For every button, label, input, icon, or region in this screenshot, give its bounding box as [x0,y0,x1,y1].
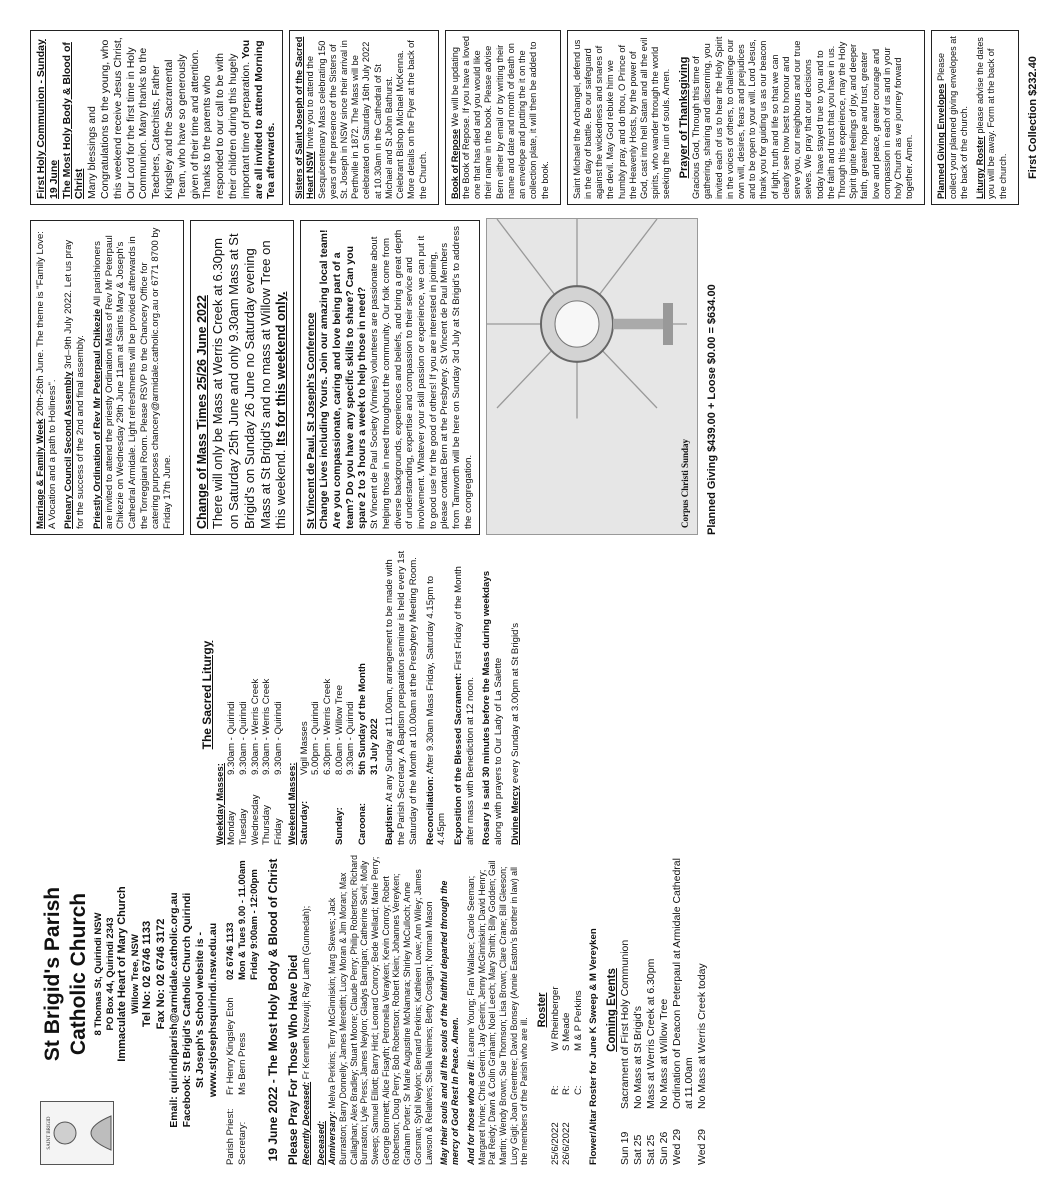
corpus-christi-image [486,218,698,535]
event-item: Sun 19 Sacrament of First Holy Communion [619,939,632,1165]
svdp-heading: St Vincent de Paul, St Joseph's Conference [305,312,318,529]
right-column [30,30,1039,205]
svg-text:SAINT BRIGID: SAINT BRIGID [47,1116,52,1150]
secretary-name: Ms Bern Press [236,1032,248,1095]
priest-name: Fr Henry Kingsley Etoh [225,997,237,1095]
school-label: St Joseph's School website is - [193,932,206,1088]
caroona-masses: Caroona: 5th Sunday of the Month 31 July 2022 [357,663,380,845]
event-item: Wed 29 Ordination of Deacon Peterpaul at Armidale Cathedral at 11.00am [670,858,696,1165]
recently-deceased: Recently Deceased: Fr Kenneth Nzewuji; Ray Lamb (Gunnedah); [300,905,311,1165]
deceased-list: Deceased: Anniversary: Melva Perkins; Terry McGinniskin; Marg Skewes; Jack Burraston; Barry Donnelly; James Meredith; Lucy Moran & Jim Moran; Max Callaghan; Alex Bradley; Stuart Moore; Claude Perry; Philip Robertson; Richard Burraston; Lyle Press; James Neylon; Gladys Barnigan; Catherine Sevil; Molly Sweep; Samuel Elliott; Barry Hird; Leonard Conroy; Bede Wellard; Marie Perry; George Bonnett; Alice Fisayth; Petronella Verayken; Kevin Conroy; Robert Robertson; Doug Perry; Bob Robertson; Robert Klein; Johannes Vereyken; Graham Porter; Sr Marie Augustine McNamara; Shirley McCulloch; Anne Gorsman; Sybil Neylon; Bernard Perkins; Kathleen Lowe; Ann Wiley; James Lawson & Relatives; Stella Neimes; Betty Costigan; Norman Mason [316,855,434,1165]
ordination-notice: Priestly Ordination of Rev Mr Peterpaul Chikezie All parishioners are invited to attend the priestly Ordination Mass of Rev Mr Peterpaul Chikezie on Wednesday 29th June 11am at Saints Mary & Joseph's Cathedral Armidale. Light refreshments will be provided afterwards in the Torreggiani Room. Please RSVP to the Chancery Office for catering purposes chancery@armidale.catholic.org.au or 6771 8700 by Friday 17th June. [91,227,174,529]
sisters-box [289,30,439,205]
second-church-location: Willow Tree, NSW [129,934,141,1014]
roster-row: 26/6/2022 R: S Meade [561,1012,573,1165]
events-heading: Coming Events [606,968,619,1052]
office-hours-2: Friday 9:00am - 12:00pm [248,869,260,980]
weekday-mass-row: Wednesday 9.30am - Werris Creek [249,678,261,845]
baptism-info: Baptism: At any Sunday at 11.00am, arrangement to be made with the Parish Secretary. A Baptism preparation seminar is held every 1st Saturday of the Month at 10.00am at the Presbytery Meeting Room. [384,550,419,845]
sunday-masses: Sunday: 8.00am - Willow Tree 9.30am - Quirindi [333,684,357,845]
rest-in-peace-prayer: May their souls and all the souls of the faithful departed through the mercy of God Rest In Peace. Amen. [439,880,461,1165]
staff-block [225,855,260,1165]
svdp-callout: Change Lives including Yours. Join our amazing local team! Are you compassionate, caring and love being part of a team? Do you have any specific skills to share? Can you spare 2 to 3 hours a week to help those in need? [318,229,369,529]
priest-phone: 02 6746 1133 [225,922,237,980]
roster-heading: Roster [536,992,549,1028]
weekday-masses-heading: Weekday Masses: [214,763,226,845]
plenary-council: Plenary Council Second Assembly 3rd–9th July 2022. Let us pray for the success of the 2nd and final assembly. [63,239,87,529]
liturgy-roster-notice: Liturgy Roster please advise the dates you will be away. Form at the back of the church. [975,37,1008,199]
school-website-link[interactable]: www.stjosephsquirindi.nsw.edu.au [206,922,219,1098]
fhc-heading-1: First Holy Communion - Sunday 19 June [35,39,60,199]
saturday-masses: Saturday: Vigil Masses 5.00pm - Quirindi 6.30pm - Werris Creek [298,678,333,845]
first-collection-total: First Collection $232.40 [1026,56,1039,179]
thanksgiving-heading: Prayer of Thanksgiving [677,56,690,179]
repose-notice: Book of Repose We will be updating the Book of Repose. If you have a loved one that has died and you would like their name in the book. Please advise Bern either by email or by writing their name and date and month of death on an envelope and putting the it on the collection plate, it will then be added to the book. [449,36,550,199]
fhc-heading-2: The Most Holy Body & Blood of Christ [60,42,86,199]
divine-mercy-info: Divine Mercy every Sunday at 3.00pm at St Brigid's [509,622,521,845]
roster-section [536,855,599,1165]
thanksgiving-prayer: Gracious God, Through this time of gathering, sharing and discerning, you invited each of us to hear the Holy Spirit in the voices of others, to challenge our own will, desires, fears and prejudices and to be open to your will. Lord Jesus, thank you for guiding us as our beacon of light, truth and life so that we can clearly see how best to honour and serve you, our neighbours and our true selves. We pray that our decisions today have stayed true to you and to the faith and trust that you have in us. Through this experience, may the Holy Spirit ignite feelings of joy, and deeper faith, greater hope and trust, greater love and peace, greater courage and compassion in each of us and in your holy Church as we journey forward together. Amen. [691,36,915,199]
envelopes-notice: Planned Giving Envelopes Please collect your planned giving envelopes at the back of the church. [936,36,969,199]
liturgy-heading: The Sacred Liturgy [200,640,214,750]
rosary-info: Rosary is said 30 minutes before the Mass during weekdays along with prayers to Our Lady of La Salette [481,570,505,845]
weekday-mass-row: Thursday 9.30am - Werris Creek [261,678,273,845]
left-column [40,855,818,1165]
st-michael-prayer: Saint Michael the Archangel, defend us in the day of battle. Be our safeguard against the wickedness and snares of the devil. May God rebuke him we humbly pray, and do thou, O Prince of the Heavenly Hosts, by the power of God, cast into hell Satan and all the evil spirits, who wander through the world seeking the ruin of souls. Amen. [571,37,672,199]
parish-address2: PO Box 44, Quirindi 2343 [104,917,116,1031]
envelopes-box [931,30,1018,205]
roster-row: 25/6/2022 R: W Rheinberger [549,986,561,1165]
notices-box [30,220,184,535]
parish-title: St Brigid's Parish Catholic Church [41,886,90,1062]
middle-column [30,220,818,535]
mass-change-heading: Change of Mass Times 25/26 June 2022 [194,295,209,529]
secretary-label: Secretary: [236,1121,248,1165]
parish-facebook: Facebook: St Brigid's Catholic Church Quirindi [180,892,193,1128]
priest-label: Parish Priest: [225,1108,237,1165]
event-item: Wed 29 No Mass at Werris Creek today [696,963,709,1165]
roster-row: C: M & P Perkins [572,990,584,1095]
bulletin-date-line: 19 June 2022 - The Most Holy Body & Blood of Christ [266,858,281,1162]
flower-roster: Flower/Altar Roster for June K Sweep & M Vereyken [587,928,599,1165]
ill-list: And for those who are ill: Leanne Young; Fran Wallace; Carole Seeman; Margaret Irvine; Chris Geerin; Jay Geerin; Jenny McGinniskin; David Henry; Pat Reidy; Dawn & Colin Graham; Noel Leech; Mary Smith; Billy Godden; Gail Martin; Wendy Brown; Sue Thomson; Lisa Brown; Clare Crane; Bill Gleeson; Lucy Gigli; Joan Greentree; David Bonsey (Annie Easton's Brother in law) all the members of the Parish who are ill. [465,860,530,1165]
mass-change-box [190,220,295,535]
reconciliation-info: Reconciliation: After 9.30am Mass Friday, Saturday 4.15pm to 4.45pm [424,575,448,845]
sisters-notice: Sisters of Saint Joseph of the Sacred Heart NSW Invite you to attend the Sesquicentenary Mass celebrating 150 years of the presence of the Sisters of St. Joseph in NSW since their arrival in Perthville in 1872. The Mass will be celebrated on Saturday 16th July 2022 at 10.30am in the Cathedral of St Michael and St John Bathurst. Celebrant Bishop Michael McKenna. More details on the Flyer at the back of the Church. [294,36,428,199]
church-logo-image [40,1101,114,1165]
liturgy-column [200,545,818,845]
svdp-box [300,220,479,535]
parish-address1: 8 Thomas St, Quirindi NSW [93,912,105,1036]
events-section [605,855,709,1165]
weekday-mass-row: Friday 9.30am - Quirindi [273,701,285,845]
office-hours-1: Mon & Tues 9.00 - 11.00am [236,860,248,980]
first-communion-box [30,30,283,205]
pray-section [287,855,530,1165]
image-caption: Corpus Christi Sunday [679,438,690,528]
mass-change-text: There will only be Mass at Werris Creek at 6.30pm on Saturday 25th June and only 9.30am Mass at St Brigid's on Sunday 26 June no Saturday evening Mass at St Brigid's and no mass at Willow Tree on this weekend. Its for this weekend only. [209,233,289,529]
planned-giving-total: Planned Giving $439.00 + Loose $0.00 = $634.00 [705,284,718,535]
svdp-text: St Vincent de Paul Society (Vinnies) volunteers are passionate about helping those in need throughout the community. Our folk come from diverse backgrounds, experiences and beliefs, and bring a great depth of understanding, expertise and compassion to their service and involvement. Whatever your skill passion or experience, we can put it to good use for the good of others! If you are interested in joining, please contact Bern at the Presbytery. St Vincent de Paul Members from Tamworth will be here on Sunday 3rd July at St Brigid's to address the congregation. [369,226,474,529]
event-item: Sun 26 No Mass at Willow Tree [657,998,670,1165]
prayers-box [567,30,926,205]
weekday-mass-row: Monday 9.30am - Quirindi [226,701,238,845]
event-item: Sat 25 No Mass at St Brigid's [632,1006,645,1165]
pray-heading: Please Pray For Those Who Have Died [287,954,300,1165]
parish-fax: Fax No: 02 6746 3172 [154,918,167,1030]
weekend-masses-heading: Weekend Masses: [286,762,298,845]
fhc-text: Many blessings and Congratulations to the young, who this weekend receive Jesus Christ, Our Lord for the first time in Holy Communion. Many thanks to the Teachers, Catechists, Father Kingsley and the Sacramental Team, who have so generously given of their time and attention. Thanks to the parents who responded to our call to be with their children during this hugely important time of preparation. You are all invited to attend Morning Tea afterwards. [86,37,278,199]
repose-box [445,30,561,205]
weekday-mass-row: Tuesday 9.30am - Quirindi [238,701,250,845]
parish-header [40,855,168,1165]
exposition-info: Exposition of the Blessed Sacrament: First Friday of the Month after mass with Benediction at 12 noon. [452,566,476,845]
parish-email[interactable]: Email: quirindiparish@armidale.catholic.org.au [168,892,181,1128]
event-item: Sat 25 Mass at Werris Creek at 6.30pm [644,958,657,1165]
parish-phone: Tel No: 02 6746 1133 [141,920,154,1028]
family-week: Marriage & Family Week 20th-26th June. The theme is "Family Love: A Vocation and a path to Holiness". [35,231,58,529]
second-church-name: Immaculate Heart of Mary Church [116,886,129,1062]
